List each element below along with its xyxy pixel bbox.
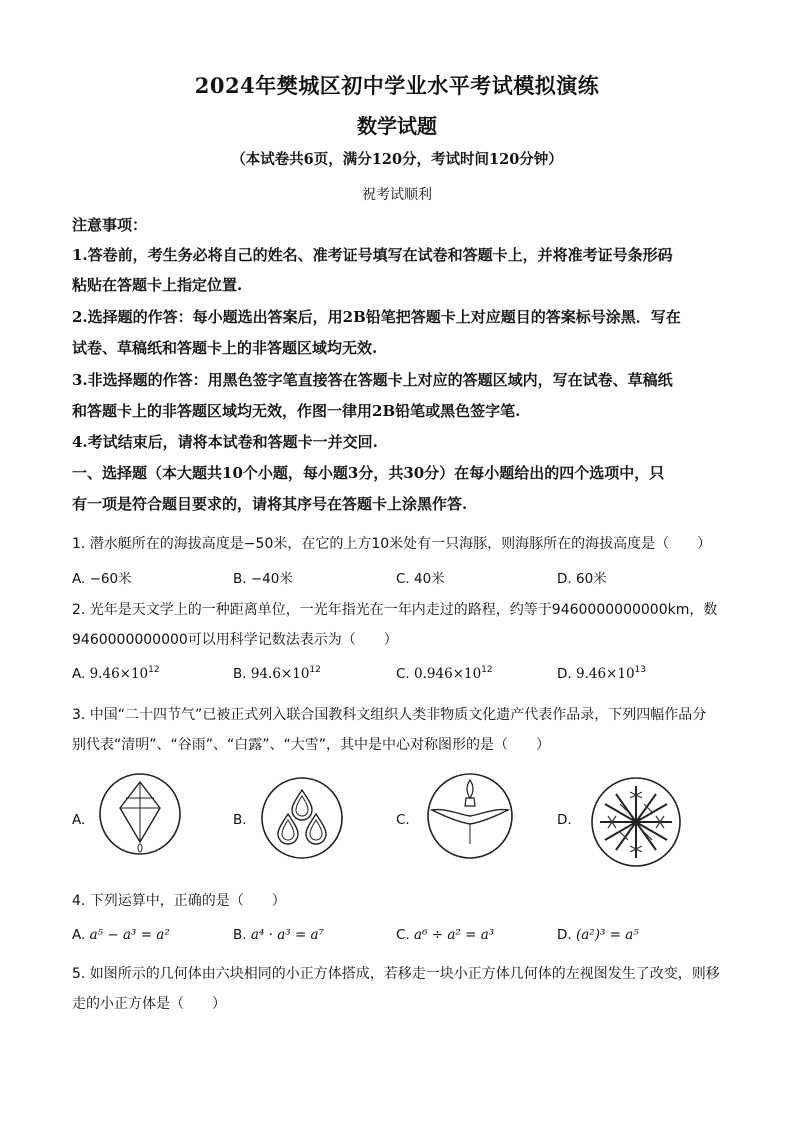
q2-option-c <box>396 665 493 682</box>
q2-option-a-exp: 12 <box>148 665 160 675</box>
q4-option-c-label: C. <box>396 927 410 943</box>
q2-option-a-base: 9.46×10 <box>89 666 149 682</box>
q3-option-b-raindrops-figure <box>260 776 344 860</box>
note-1b: 粘贴在答题卡上指定位置. <box>72 276 243 294</box>
q4-option-b <box>233 927 324 943</box>
q2-stem-1: 2. 光年是天文学上的一种距离单位，一光年指光在一年内走过的路程，约等于9460000000000km，数 <box>72 602 718 618</box>
exam-wish: 祝考试顺利 <box>362 187 432 203</box>
q5-stem-1: 5. 如图所示的几何体由六块相同的小正方体搭成，若移走一块小正方体几何体的左视图发生了改变，则移 <box>72 966 720 982</box>
exam-info: （本试卷共6页，满分120分，考试时间120分钟） <box>231 151 563 168</box>
q4-option-c <box>396 927 494 943</box>
q3-option-b-label: B. <box>233 812 247 828</box>
q3-option-c-boat-figure <box>422 772 518 860</box>
q4-option-b-expr: a⁴ · a³ = a⁷ <box>250 927 325 943</box>
q2-option-a <box>72 665 160 682</box>
q2-option-d-base: 9.46×10 <box>575 666 635 682</box>
section-1-line-2: 有一项是符合题目要求的，请将其序号在答题卡上涂黑作答. <box>72 495 468 513</box>
q2-stem-2: 9460000000000可以用科学记数法表示为（ ） <box>72 632 398 648</box>
q2-option-b-base: 94.6×10 <box>250 666 310 682</box>
q2-option-a-label: A. <box>72 666 86 682</box>
q2-option-b-label: B. <box>233 666 247 682</box>
q4-option-c-expr: a⁶ ÷ a² = a³ <box>414 927 495 943</box>
notes-heading: 注意事项： <box>72 216 148 234</box>
q1-option-a: A. −60米 <box>72 571 132 587</box>
q4-option-d-expr: (a²)³ = a⁵ <box>575 927 639 943</box>
q4-option-a <box>72 927 170 943</box>
q3-option-c-label: C. <box>396 812 410 828</box>
q4-option-d <box>557 927 639 943</box>
q4-stem: 4. 下列运算中，正确的是（ ） <box>72 893 286 909</box>
q4-option-d-label: D. <box>557 927 572 943</box>
note-2a: 2.选择题的作答：每小题选出答案后，用2B铅笔把答题卡上对应题目的答案标号涂黑．写在 <box>72 308 681 326</box>
q3-option-a-kite-figure <box>98 772 182 856</box>
q2-option-b <box>233 665 321 682</box>
q3-option-d-snowflake-figure <box>586 774 686 870</box>
q2-option-c-exp: 12 <box>481 665 493 675</box>
q1-option-b: B. −40米 <box>233 571 293 587</box>
q2-option-d-label: D. <box>557 666 572 682</box>
q4-option-b-label: B. <box>233 927 247 943</box>
q2-option-d <box>557 665 646 682</box>
q4-option-a-label: A. <box>72 927 86 943</box>
note-3a: 3.非选择题的作答：用黑色签字笔直接答在答题卡上对应的答题区域内，写在试卷、草稿纸 <box>72 371 673 389</box>
section-1-line-1: 一、选择题（本大题共10个小题，每小题3分，共30分）在每小题给出的四个选项中，只 <box>72 464 665 482</box>
q1-option-c: C. 40米 <box>396 571 445 587</box>
q2-option-c-base: 0.946×10 <box>414 666 482 682</box>
exam-title: 2024年樊城区初中学业水平考试模拟演练 <box>194 73 600 98</box>
q4-option-a-expr: a⁵ − a³ = a² <box>89 927 170 943</box>
q5-stem-2: 走的小正方体是（ ） <box>72 996 226 1012</box>
q3-stem-1: 3. 中国“二十四节气”已被正式列入联合国教科文组织人类非物质文化遗产代表作品录，下列四幅作品分 <box>72 707 707 723</box>
q1-stem: 1. 潜水艇所在的海拔高度是−50米，在它的上方10米处有一只海豚，则海豚所在的海拔高度是（ ） <box>72 536 712 552</box>
q3-option-d-label: D. <box>557 812 572 828</box>
note-2b: 试卷、草稿纸和答题卡上的非答题区域均无效. <box>72 339 378 357</box>
q3-option-a-label: A. <box>72 812 86 828</box>
subject-title: 数学试题 <box>357 114 437 138</box>
q3-stem-2: 别代表“清明”、“谷雨”、“白露”、“大雪”，其中是中心对称图形的是（ ） <box>72 737 551 753</box>
note-1a: 1.答卷前，考生务必将自己的姓名、准考证号填写在试卷和答题卡上，并将准考证号条形码 <box>72 246 673 264</box>
q2-option-c-label: C. <box>396 666 410 682</box>
q2-option-d-exp: 13 <box>634 665 646 675</box>
note-3b: 和答题卡上的非答题区域均无效，作图一律用2B铅笔或黑色签字笔. <box>72 402 521 420</box>
q1-option-d: D. 60米 <box>557 571 607 587</box>
q2-option-b-exp: 12 <box>309 665 321 675</box>
note-4: 4.考试结束后，请将本试卷和答题卡一并交回. <box>72 433 378 451</box>
